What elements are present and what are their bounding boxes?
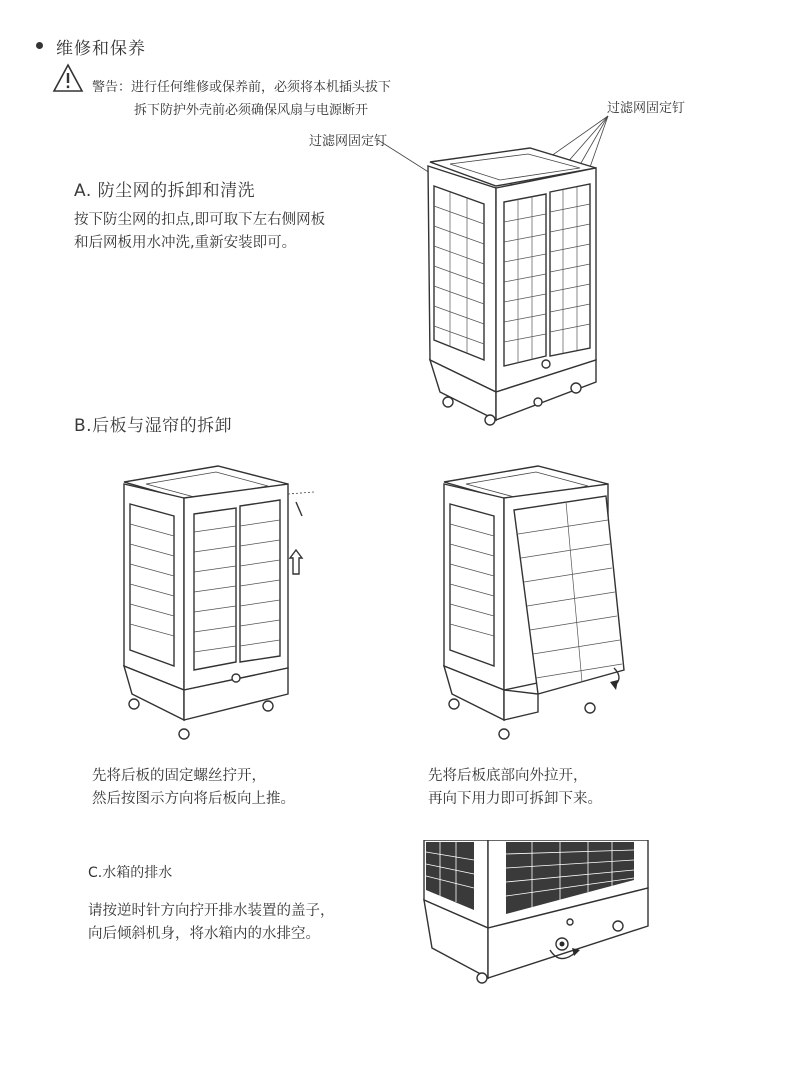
back-panel-remove-illustration (438, 458, 648, 758)
page-title: 维修和保养 (56, 39, 146, 59)
cooler-filter-illustration (300, 110, 720, 430)
back-panel-push-illustration (118, 458, 328, 758)
warning-icon (52, 63, 84, 93)
section-c-title: C.水箱的排水 (88, 865, 173, 881)
section-b-title: B.后板与湿帘的拆卸 (74, 416, 233, 436)
section-c-line-1: 请按逆时针方向拧开排水装置的盖子， (88, 903, 335, 919)
callout-filter-pin-right: 过滤网固定钉 (607, 101, 686, 116)
section-b-left-line-1: 先将后板的固定螺丝拧开， (92, 768, 266, 784)
warning-line-2: 拆下防护外壳前必须确保风扇与电源断开 (134, 103, 369, 118)
section-a-line-1: 按下防尘网的扣点,即可取下左右侧网板 (74, 212, 326, 228)
section-c-line-2: 向后倾斜机身，将水箱内的水排空。 (88, 926, 320, 942)
callout-filter-pin-left: 过滤网固定钉 (309, 134, 388, 149)
heading-bullet (36, 42, 43, 49)
section-b-left-line-2: 然后按图示方向将后板向上推。 (92, 791, 295, 807)
warning-line-1: 警告：进行任何维修或保养前，必须将本机插头拔下 (92, 80, 392, 95)
water-tank-drain-illustration (422, 840, 652, 990)
section-a-title: A. 防尘网的拆卸和清洗 (74, 181, 256, 201)
section-b-right-line-1: 先将后板底部向外拉开， (428, 768, 588, 784)
section-b-right-line-2: 再向下用力即可拆卸下来。 (428, 791, 602, 807)
section-a-line-2: 和后网板用水冲洗,重新安装即可。 (74, 235, 297, 251)
